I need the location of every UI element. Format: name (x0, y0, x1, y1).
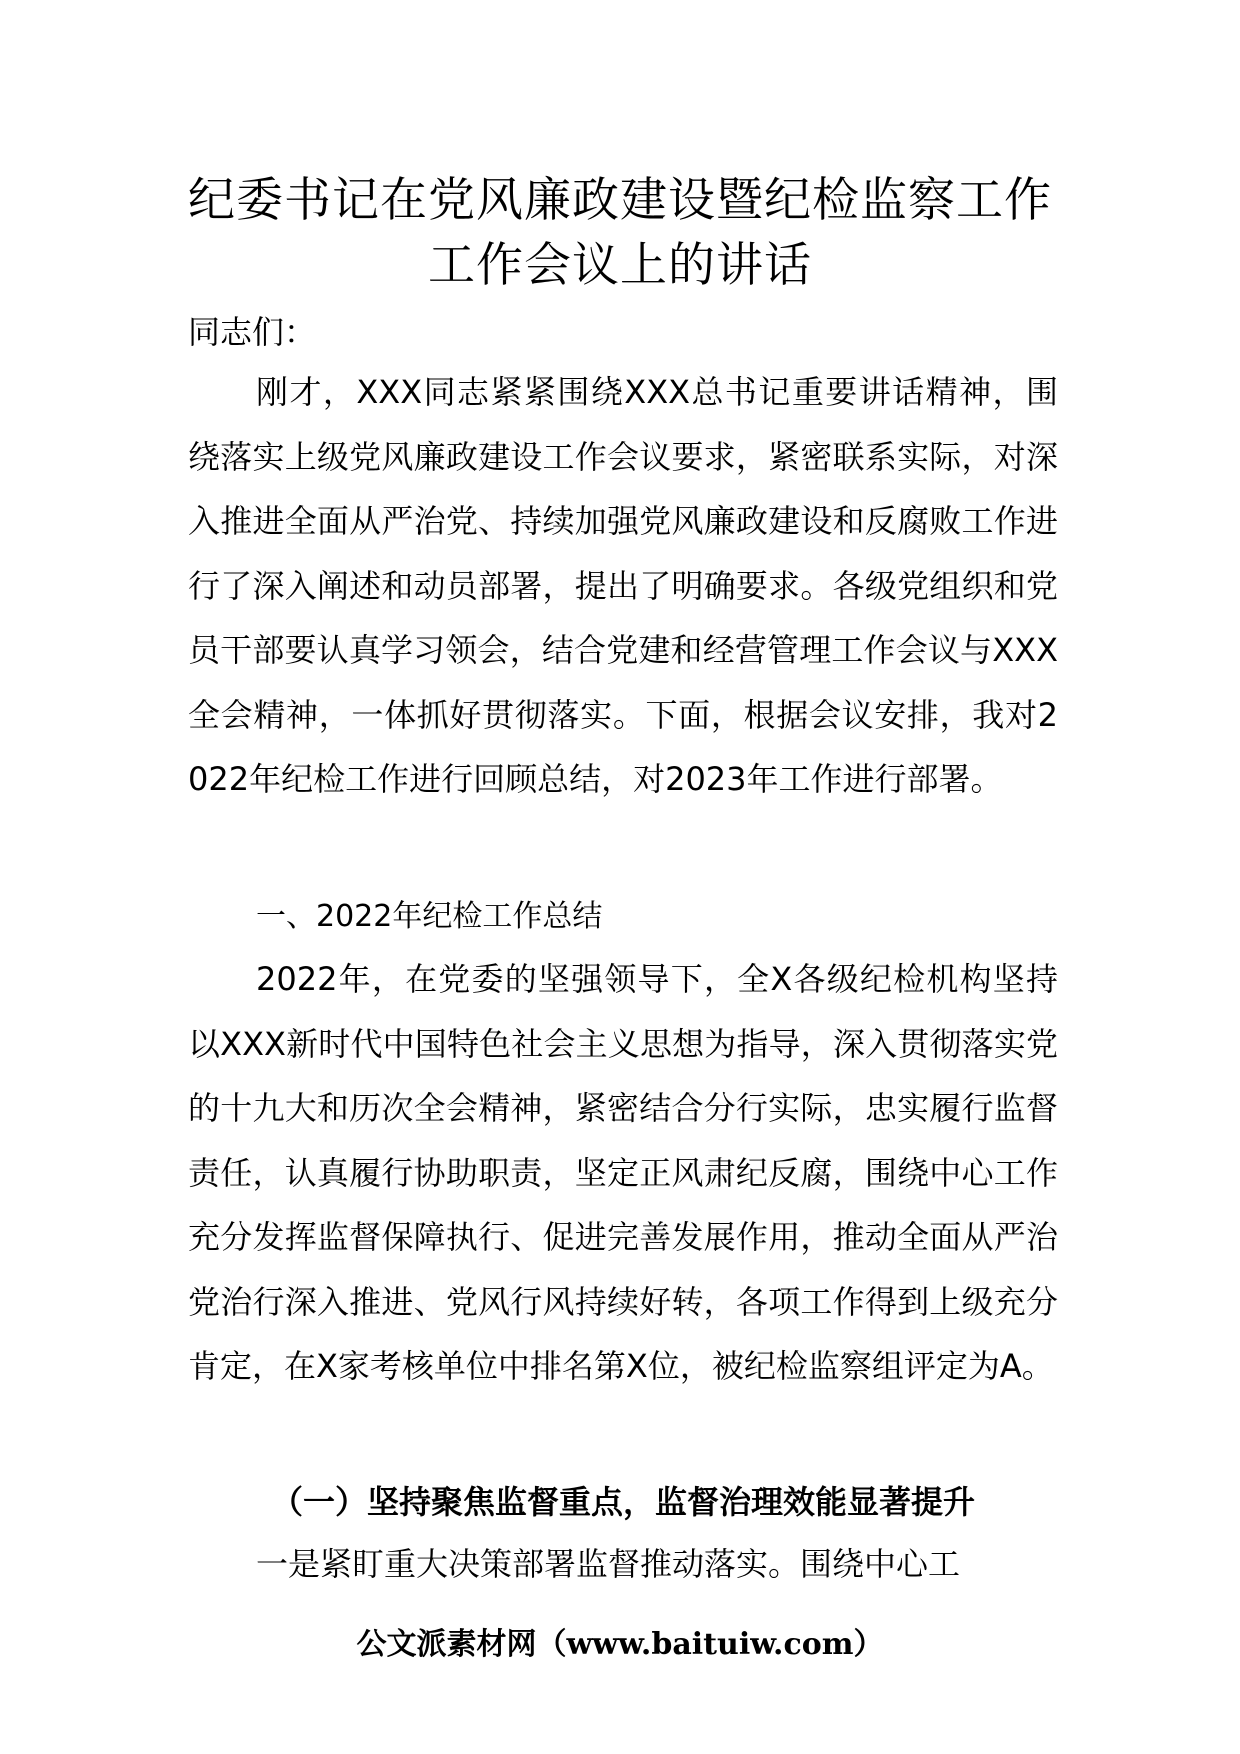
paragraph-summary: 2022年，在党委的坚强领导下，全X各级纪检机构坚持以XXX新时代中国特色社会主义思想为指导，深入贯彻落实党的十九大和历次全会精神，紧密结合分行实际，忠实履行监督责任，认真履行协助职责，坚定正风肃纪反腐，围绕中心工作充分发挥监督保障执行、促进完善发展作用，推动全面从严治党治行深入推进、党风行风持续好转，各项工作得到上级充分肯定，在X家考核单位中排名第X位，被纪检监察组评定为A。 (188, 960, 1058, 1385)
section-heading: 一、2022年纪检工作总结 (256, 899, 603, 934)
paragraph-intro: 刚才，XXX同志紧紧围绕XXX总书记重要讲话精神，围绕落实上级党风廉政建设工作会议要求，紧密联系实际，对深入推进全面从严治党、持续加强党风廉政建设和反腐败工作进行了深入阐述和动员部署，提出了明确要求。各级党组织和党员干部要认真学习领会，结合党建和经营管理工作会议与XXX全会精神，一体抓好贯彻落实。下面，根据会议安排，我对2022年纪检工作进行回顾总结，对2023年工作进行部署。 (188, 373, 1058, 798)
document-title-line-1: 纪委书记在党风廉政建设暨纪检监察工作 (188, 173, 1052, 228)
salutation: 同志们： (188, 313, 317, 351)
subsection-heading: （一）坚持聚焦监督重点，监督治理效能显著提升 (270, 1483, 975, 1521)
document-title-line-2: 工作会议上的讲话 (428, 238, 812, 293)
footer-watermark: 公文派素材网（www.baituiw.com） (356, 1627, 884, 1662)
paragraph-point-one: 一是紧盯重大决策部署监督推动落实。围绕中心工 (256, 1545, 961, 1583)
